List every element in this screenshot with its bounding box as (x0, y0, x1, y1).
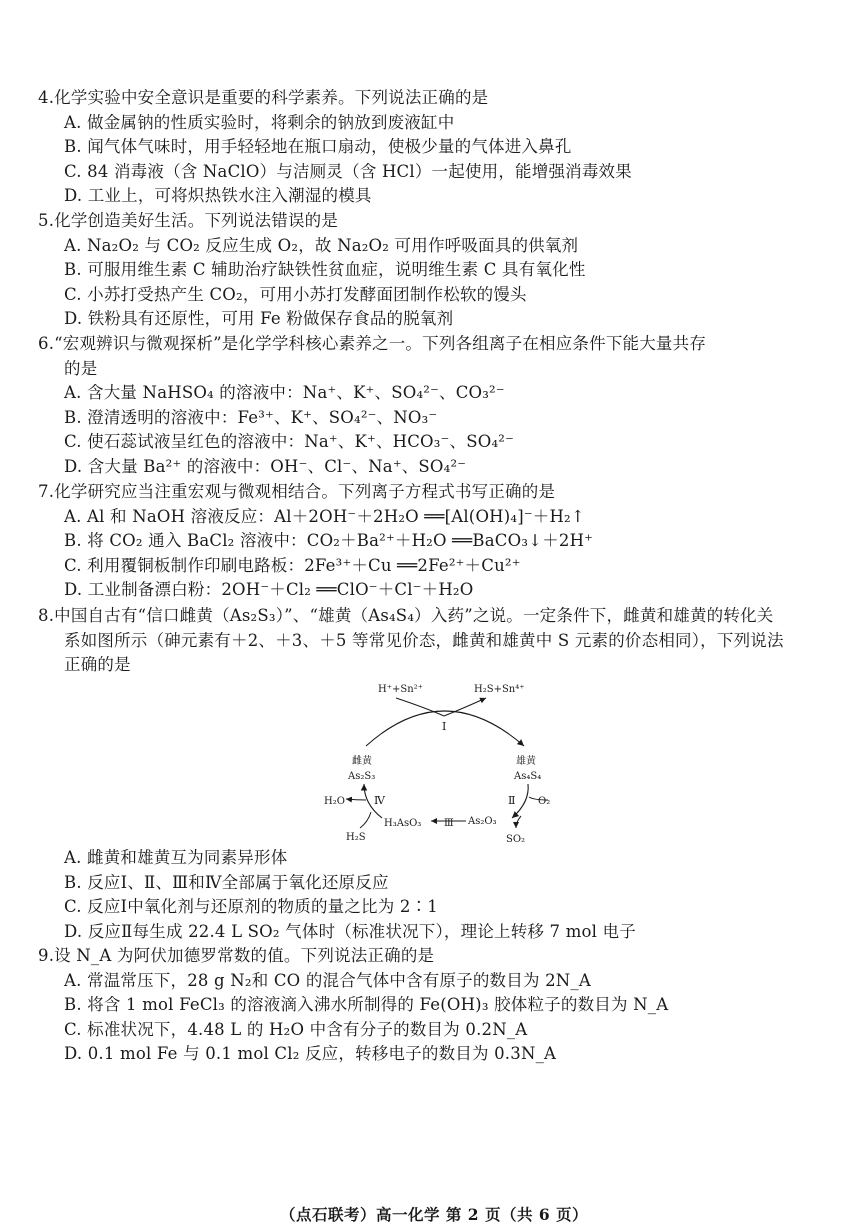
question-7-option-c: C. 利用覆铜板制作印刷电路板：2Fe³⁺＋Cu ══2Fe²⁺＋Cu²⁺ (64, 555, 521, 575)
question-8-options (38, 846, 838, 944)
diagram-label-reaction-2: Ⅱ (508, 794, 516, 807)
diagram-left-name: 雌黄 (352, 756, 372, 767)
diagram-h3aso3: H₃AsO₃ (384, 818, 422, 829)
diagram-reactant-top: H⁺+Sn²⁺ (378, 684, 423, 695)
question-4-option-a: A. 做金属钠的性质实验时，将剩余的钠放到废液缸中 (64, 112, 455, 132)
diagram-arrow-in (396, 698, 444, 716)
question-4-stem: 4.化学实验中安全意识是重要的科学素养。下列说法正确的是 (38, 88, 489, 107)
diagram-left-formula: As₂S₃ (348, 771, 376, 782)
question-8-stem: 8.中国自古有“信口雌黄（As₂S₃）”、“雄黄（As₄S₄）入药”之说。一定条件下，雌黄和雄黄的转化关 (38, 606, 774, 625)
question-4-option-c: C. 84 消毒液（含 NaClO）与洁厕灵（含 HCl）一起使用，能增强消毒效果 (64, 161, 632, 181)
question-5-stem: 5.化学创造美好生活。下列说法错误的是 (38, 211, 339, 230)
page-footer: （点石联考）高一化学 第 2 页（共 6 页） (279, 1205, 589, 1224)
question-9-option-d: D. 0.1 mol Fe 与 0.1 mol Cl₂ 反应，转移电子的数目为 0.3N_A (64, 1044, 557, 1064)
question-6-stem: 6.“宏观辨识与微观探析”是化学学科核心素养之一。下列各组离子在相应条件下能大量共存 (38, 334, 707, 353)
question-7-option-d: D. 工业制备漂白粉：2OH⁻＋Cl₂ ══ClO⁻＋Cl⁻＋H₂O (64, 580, 474, 600)
question-7-option-a: A. Al 和 NaOH 溶液反应：Al＋2OH⁻＋2H₂O ══[Al(OH)₄]⁻＋H₂↑ (64, 506, 585, 526)
diagram-so2-arrow (516, 816, 521, 828)
diagram-label-reaction-1: Ⅰ (442, 720, 447, 733)
question-8-option-b: B. 反应Ⅰ、Ⅱ、Ⅲ和Ⅳ全部属于氧化还原反应 (64, 872, 389, 892)
diagram-as2o3: As₂O₃ (468, 816, 497, 827)
question-9-option-a: A. 常温常压下，28 g N₂和 CO 的混合气体中含有原子的数目为 2N_A (64, 970, 591, 990)
question-5-option-d: D. 铁粉具有还原性，可用 Fe 粉做保存食品的脱氧剂 (64, 309, 454, 329)
diagram-product-top: H₂S+Sn⁴⁺ (474, 684, 525, 695)
question-9-option-b: B. 将含 1 mol FeCl₃ 的溶液滴入沸水所制得的 Fe(OH)₃ 胶体粒子的数目为 N_A (64, 995, 669, 1015)
question-9 (38, 944, 838, 1067)
question-8 (38, 604, 838, 678)
question-7-option-b: B. 将 CO₂ 通入 BaCl₂ 溶液中：CO₂＋Ba²⁺＋H₂O ══BaCO₃↓＋2H⁺ (64, 531, 594, 551)
question-8-stem-line-3: 正确的是 (64, 655, 131, 675)
question-7-stem: 7.化学研究应当注重宏观与微观相结合。下列离子方程式书写正确的是 (38, 482, 556, 501)
question-4-option-b: B. 闻气体气味时，用手轻轻地在瓶口扇动，使极少量的气体进入鼻孔 (64, 137, 572, 157)
diagram-h2o-arrow (346, 799, 366, 800)
question-8-option-a: A. 雌黄和雄黄互为同素异形体 (64, 848, 288, 867)
reaction-cycle-diagram (316, 676, 572, 846)
diagram-h2s-arrow (360, 812, 371, 828)
diagram-h2s: H₂S (346, 832, 366, 843)
question-5 (38, 209, 838, 332)
question-8-stem-line-2: 系如图所示（砷元素有＋2、＋3、＋5 等常见价态，雌黄和雄黄中 S 元素的价态相同），下列说法 (64, 630, 784, 650)
diagram-right-name: 雄黄 (516, 756, 536, 767)
question-5-option-c: C. 小苏打受热产生 CO₂，可用小苏打发酵面团制作松软的馒头 (64, 284, 527, 304)
question-4 (38, 86, 838, 209)
question-6-option-c: C. 使石蕊试液呈红色的溶液中：Na⁺、K⁺、HCO₃⁻、SO₄²⁻ (64, 432, 514, 452)
question-6-option-a: A. 含大量 NaHSO₄ 的溶液中：Na⁺、K⁺、SO₄²⁻、CO₃²⁻ (64, 383, 505, 403)
question-8-option-d: D. 反应Ⅱ每生成 22.4 L SO₂ 气体时（标准状况下），理论上转移 7 mol 电子 (64, 921, 637, 941)
question-5-option-b: B. 可服用维生素 C 辅助治疗缺铁性贫血症，说明维生素 C 具有氧化性 (64, 260, 586, 280)
diagram-label-reaction-4: Ⅳ (374, 794, 385, 807)
question-6-option-b: B. 澄清透明的溶液中：Fe³⁺、K⁺、SO₄²⁻、NO₃⁻ (64, 407, 438, 427)
question-4-option-d: D. 工业上，可将炽热铁水注入潮湿的模具 (64, 186, 372, 206)
question-9-stem: 9.设 N_A 为阿伏加德罗常数的值。下列说法正确的是 (38, 946, 435, 965)
question-6-stem-continued: 的是 (64, 358, 98, 378)
diagram-right-formula: As₄S₄ (514, 771, 542, 782)
question-6-option-d: D. 含大量 Ba²⁺ 的溶液中：OH⁻、Cl⁻、Na⁺、SO₄²⁻ (64, 456, 467, 476)
question-6 (38, 332, 838, 480)
question-9-option-c: C. 标准状况下，4.48 L 的 H₂O 中含有分子的数目为 0.2N_A (64, 1019, 528, 1039)
diagram-h2o: H₂O (324, 796, 345, 807)
question-7 (38, 480, 838, 603)
question-5-option-a: A. Na₂O₂ 与 CO₂ 反应生成 O₂，故 Na₂O₂ 可用作呼吸面具的供氧剂 (64, 235, 579, 255)
diagram-o2: O₂ (538, 796, 551, 807)
question-8-option-c: C. 反应Ⅰ中氧化剂与还原剂的物质的量之比为 2∶1 (64, 897, 438, 917)
diagram-label-reaction-3: Ⅲ (444, 818, 454, 829)
diagram-so2: SO₂ (506, 834, 526, 845)
